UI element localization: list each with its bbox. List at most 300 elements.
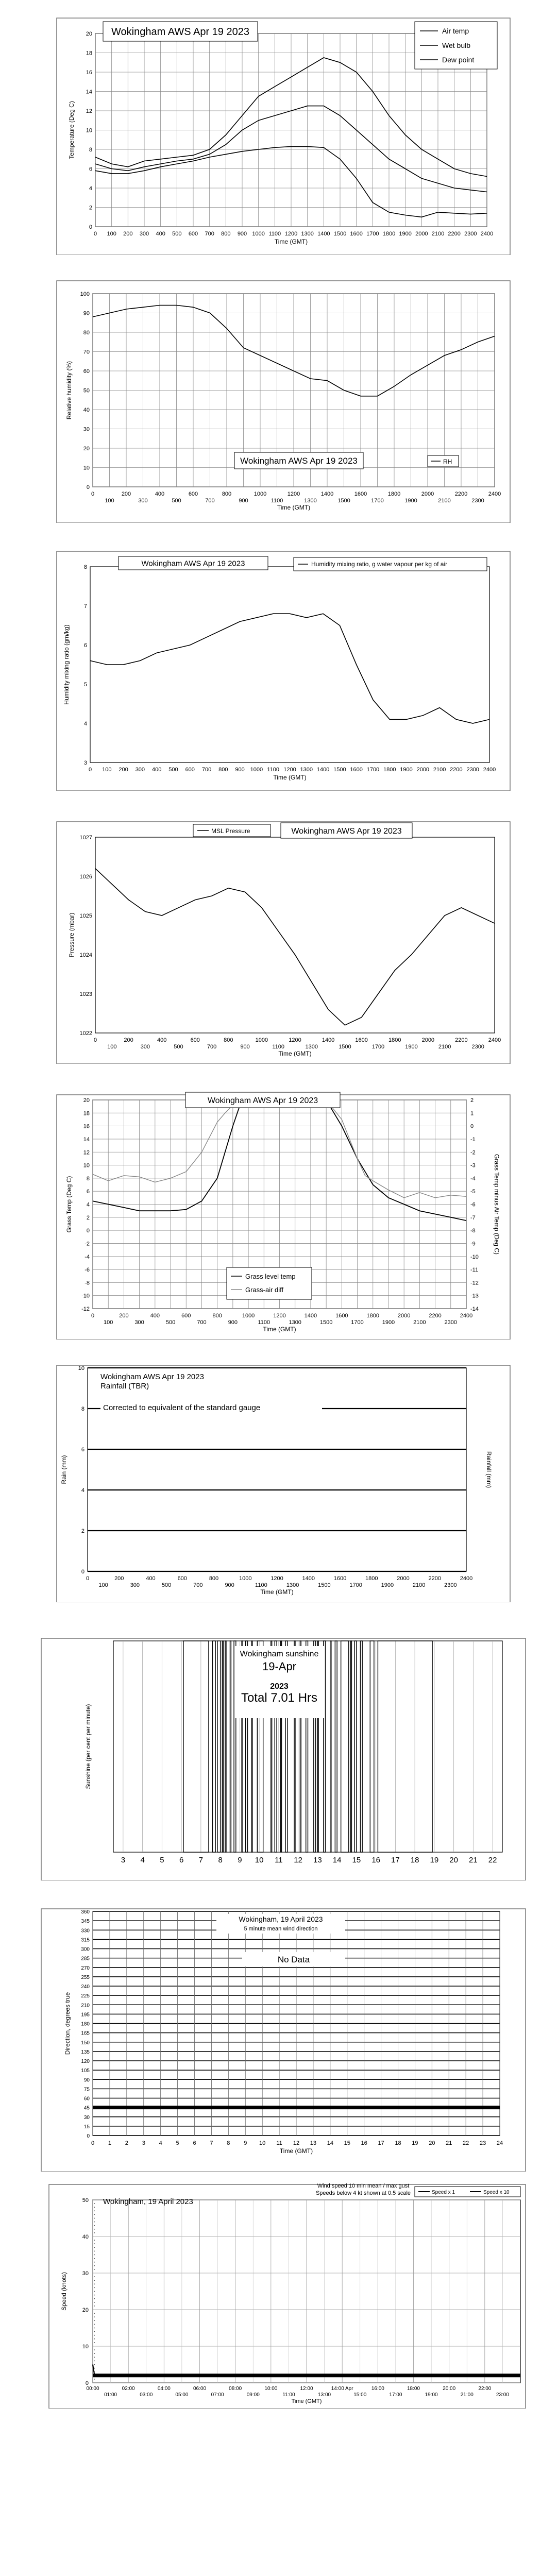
y-tick-label: 8	[81, 1406, 84, 1412]
y-tick-label: 14	[83, 1136, 90, 1143]
x-tick-label: 08:00	[229, 2386, 242, 2392]
y-tick-label: 10	[83, 1162, 90, 1169]
x-tick-label: 4	[140, 1856, 145, 1865]
y-tick-label: 20	[86, 31, 92, 37]
y-tick-label: 60	[83, 368, 90, 375]
y-tick-label: 8	[86, 1175, 90, 1182]
x-tick-label: 12	[293, 2140, 300, 2146]
y-minor-tick	[94, 2335, 95, 2336]
y-tick-label: 240	[81, 1984, 90, 1990]
y-tick-label: -10	[81, 1293, 90, 1299]
x-tick-label: 19:00	[425, 2392, 438, 2398]
y-right-tick-label: -14	[470, 1306, 479, 1312]
y-right-tick-label: -9	[470, 1241, 476, 1247]
x-tick-label: 00:00	[86, 2386, 99, 2392]
chart-annotation: No Data	[277, 1955, 310, 1964]
y-axis-label: Rain (mm)	[60, 1455, 67, 1484]
y-tick-label: 6	[81, 1447, 84, 1453]
y-right-tick-label: 0	[470, 1123, 474, 1130]
y-tick-label: 105	[81, 2068, 90, 2074]
y-tick-label: 150	[81, 2040, 90, 2046]
y-tick-label: 1024	[79, 952, 92, 958]
x-tick-label: 1400	[302, 1575, 315, 1582]
legend-label: RH	[443, 458, 452, 465]
x-tick-label: 1000	[255, 1037, 268, 1043]
y-minor-tick	[94, 2262, 95, 2263]
x-tick-label: 20	[429, 2140, 435, 2146]
legend-label: Humidity mixing ratio, g water vapour per kg of air	[311, 561, 448, 568]
x-tick-label: 22	[488, 1856, 497, 1865]
y-minor-tick	[94, 2298, 95, 2299]
x-tick-label: 1300	[305, 1044, 318, 1050]
y-tick-label: -6	[84, 1267, 90, 1274]
x-tick-label: 400	[150, 1313, 160, 1319]
x-tick-label: 1500	[319, 1319, 333, 1326]
y-minor-tick	[94, 2291, 95, 2292]
y-tick-label: 90	[83, 2077, 90, 2083]
x-tick-label: 2200	[428, 1575, 441, 1582]
y-tick-label: 0	[86, 1228, 90, 1234]
y-minor-tick	[94, 2210, 95, 2211]
x-tick-label: 1500	[333, 231, 347, 237]
y-minor-tick	[94, 2364, 95, 2365]
x-axis-label: Time (GMT)	[260, 1588, 294, 1596]
x-tick-label: 2400	[483, 767, 496, 773]
x-tick-label: 1600	[355, 1037, 368, 1043]
y-tick-label: 330	[81, 1928, 90, 1934]
x-tick-label: 16:00	[371, 2386, 384, 2392]
y-tick-label: 4	[89, 185, 92, 192]
y-tick-label: 20	[83, 1097, 90, 1104]
x-tick-label: 16	[361, 2140, 367, 2146]
y-tick-label: 0	[81, 1569, 84, 1575]
x-tick-label: 23	[479, 2140, 486, 2146]
x-tick-label: 100	[107, 1044, 117, 1050]
y-right-tick-label: -8	[470, 1228, 476, 1234]
x-tick-label: 300	[140, 1044, 150, 1050]
x-tick-label: 700	[205, 231, 214, 237]
x-tick-label: 500	[165, 1319, 176, 1326]
x-tick-label: 100	[105, 498, 114, 504]
x-tick-label: 9	[244, 2140, 247, 2146]
chart-total: Total 7.01 Hrs	[241, 1691, 318, 1705]
legend-label: Speed x 10	[483, 2190, 510, 2195]
x-tick-label: 1200	[270, 1575, 283, 1582]
y-tick-label: 20	[82, 2307, 89, 2313]
x-tick-label: 2000	[421, 1037, 435, 1043]
y-tick-label: 60	[83, 2096, 90, 2102]
chart-title: Wokingham AWS Apr 19 2023	[240, 456, 358, 466]
x-tick-label: 18	[395, 2140, 401, 2146]
y-axis-label: Sunshine (per cent per minute)	[84, 1704, 92, 1789]
x-axis-label: Time (GMT)	[273, 774, 307, 781]
y-minor-tick	[94, 2320, 95, 2321]
x-tick-label: 1600	[350, 231, 363, 237]
x-tick-label: 14	[327, 2140, 333, 2146]
x-tick-label: 0	[93, 1037, 97, 1043]
x-tick-label: 2100	[431, 231, 445, 237]
y-minor-tick	[94, 2361, 95, 2362]
y-right-tick-label: 1	[470, 1110, 474, 1117]
y-tick-label: 50	[82, 2197, 89, 2204]
x-tick-label: 14:00 Apr	[331, 2386, 353, 2392]
x-tick-label: 1500	[333, 767, 346, 773]
y-right-tick-label: -7	[470, 1214, 476, 1221]
x-tick-label: 19	[412, 2140, 418, 2146]
x-tick-label: 2200	[450, 767, 463, 773]
x-tick-label: 900	[239, 498, 248, 504]
x-tick-label: 1700	[366, 767, 380, 773]
y-minor-tick	[94, 2353, 95, 2354]
x-tick-label: 200	[119, 1313, 129, 1319]
y-minor-tick	[94, 2207, 95, 2208]
y-minor-tick	[94, 2313, 95, 2314]
x-tick-label: 2400	[460, 1575, 473, 1582]
x-tick-label: 1400	[316, 767, 330, 773]
x-tick-label: 700	[207, 1044, 217, 1050]
x-tick-label: 1600	[350, 767, 363, 773]
x-tick-label: 2000	[416, 767, 430, 773]
chart-title: Wokingham AWS Apr 19 2023	[111, 26, 249, 38]
x-tick-label: 02:00	[122, 2386, 135, 2392]
y-tick-label: 12	[86, 108, 92, 114]
y-minor-tick	[94, 2349, 95, 2350]
x-tick-label: 20:00	[443, 2386, 456, 2392]
x-tick-label: 21:00	[460, 2392, 474, 2398]
y-right-tick-label: -12	[470, 1280, 479, 1286]
y-minor-tick	[94, 2328, 95, 2329]
y-tick-label: 0	[89, 224, 92, 230]
x-tick-label: 15	[344, 2140, 350, 2146]
y-tick-label: 80	[83, 330, 90, 336]
x-tick-label: 1100	[270, 498, 283, 504]
y-tick-label: -2	[84, 1241, 90, 1247]
x-tick-label: 11	[276, 2140, 282, 2146]
x-tick-label: 2000	[397, 1575, 410, 1582]
x-tick-label: 21	[446, 2140, 452, 2146]
x-tick-label: 300	[134, 1319, 144, 1326]
y-minor-tick	[94, 2283, 95, 2284]
x-tick-label: 700	[201, 767, 212, 773]
mixing-ratio-panel	[0, 546, 541, 791]
y-right-tick-label: -13	[470, 1293, 479, 1299]
rainfall-chart	[0, 1360, 541, 1602]
y-tick-label: 30	[83, 2114, 90, 2121]
x-tick-label: 11	[275, 1856, 283, 1865]
y-minor-tick	[94, 2222, 95, 2223]
x-tick-label: 600	[188, 231, 198, 237]
legend-label: Grass level temp	[245, 1273, 296, 1280]
chart-title: Wokingham, 19 April 2023	[239, 1915, 323, 1923]
x-tick-label: 700	[197, 1319, 207, 1326]
x-tick-label: 2400	[480, 231, 494, 237]
y-minor-tick	[94, 2251, 95, 2252]
y-tick-label: 15	[83, 2124, 90, 2130]
x-tick-label: 300	[138, 498, 148, 504]
x-tick-label: 23:00	[496, 2392, 509, 2398]
wind-direction-chart	[0, 1904, 541, 2172]
x-tick-label: 1	[108, 2140, 111, 2146]
x-tick-label: 500	[174, 1044, 183, 1050]
y-minor-tick	[94, 2316, 95, 2317]
x-tick-label: 5	[176, 2140, 179, 2146]
x-tick-label: 18:00	[407, 2386, 420, 2392]
chart-title: Wokingham sunshine	[240, 1650, 319, 1658]
x-tick-label: 6	[179, 1856, 184, 1865]
sunshine-panel	[0, 1633, 541, 1880]
sunshine-chart	[0, 1633, 541, 1880]
x-tick-label: 7	[210, 2140, 213, 2146]
x-tick-label: 1300	[289, 1319, 301, 1326]
chart-subtitle: 5 minute mean wind direction	[244, 1926, 318, 1932]
x-axis-label: Time (GMT)	[279, 2147, 313, 2155]
y-tick-label: 7	[83, 603, 87, 609]
y-tick-label: 40	[82, 2234, 89, 2240]
x-tick-label: 1400	[317, 231, 330, 237]
x-tick-label: 900	[228, 1319, 238, 1326]
x-tick-label: 1900	[400, 767, 413, 773]
x-tick-label: 2100	[438, 498, 451, 504]
x-tick-label: 900	[225, 1582, 234, 1588]
temperature-panel	[0, 10, 541, 255]
x-tick-label: 1900	[381, 1582, 394, 1588]
x-tick-label: 8	[218, 1856, 223, 1865]
y-minor-tick	[94, 2357, 95, 2358]
x-tick-label: 1300	[301, 231, 314, 237]
chart-subtitle: Rainfall (TBR)	[100, 1382, 149, 1391]
y-minor-tick	[94, 2269, 95, 2270]
x-tick-label: 14	[332, 1856, 342, 1865]
x-tick-label: 0	[91, 491, 95, 497]
x-tick-label: 2000	[397, 1313, 411, 1319]
y-minor-tick	[94, 2379, 95, 2380]
x-tick-label: 1800	[383, 767, 396, 773]
y-tick-label: 45	[83, 2105, 90, 2111]
x-tick-label: 500	[172, 498, 181, 504]
x-tick-label: 2300	[464, 231, 477, 237]
x-tick-label: 900	[237, 231, 247, 237]
y-minor-tick	[94, 2331, 95, 2332]
y-axis-label: Pressure (mbar)	[68, 912, 75, 958]
y-tick-label: 6	[89, 166, 92, 173]
x-tick-label: 22	[463, 2140, 469, 2146]
x-tick-label: 1700	[371, 1044, 385, 1050]
legend-label: MSL Pressure	[211, 827, 250, 835]
y-tick-label: 75	[83, 2087, 90, 2093]
plot-area	[90, 567, 489, 762]
x-tick-label: 1800	[365, 1575, 378, 1582]
x-tick-label: 900	[240, 1044, 250, 1050]
x-tick-label: 0	[91, 2140, 95, 2146]
x-tick-label: 0	[88, 767, 92, 773]
y-tick-label: 5	[83, 682, 87, 688]
y-tick-label: 0	[87, 2133, 90, 2139]
y-tick-label: 10	[86, 127, 92, 134]
y-tick-label: 16	[83, 1123, 90, 1130]
y-tick-label: 1023	[79, 991, 92, 997]
x-tick-label: 1700	[366, 231, 379, 237]
x-tick-label: 2	[125, 2140, 128, 2146]
humidity-panel	[0, 276, 541, 523]
y-tick-label: 345	[81, 1919, 90, 1925]
x-tick-label: 09:00	[246, 2392, 260, 2398]
x-tick-label: 0	[93, 231, 97, 237]
x-tick-label: 2100	[412, 1582, 426, 1588]
x-tick-label: 04:00	[157, 2386, 171, 2392]
y-minor-tick	[94, 2214, 95, 2215]
x-tick-label: 8	[227, 2140, 230, 2146]
y-right-tick-label: -11	[470, 1267, 479, 1274]
x-tick-label: 3	[142, 2140, 145, 2146]
x-tick-label: 1000	[242, 1313, 255, 1319]
x-tick-label: 17	[378, 2140, 384, 2146]
legend-label: Speed x 1	[432, 2190, 455, 2195]
y-minor-tick	[94, 2295, 95, 2296]
x-tick-label: 5	[160, 1856, 164, 1865]
x-tick-label: 2200	[448, 231, 461, 237]
y-minor-tick	[94, 2287, 95, 2289]
x-tick-label: 2400	[460, 1313, 473, 1319]
y-tick-label: 165	[81, 2030, 90, 2037]
legend-label: Grass-air diff	[245, 1286, 284, 1294]
y-tick-label: 18	[83, 1110, 90, 1117]
x-tick-label: 20	[449, 1856, 458, 1865]
x-tick-label: 1300	[304, 498, 317, 504]
mixing-ratio-chart	[0, 546, 541, 791]
y-tick-label: 14	[86, 89, 92, 95]
x-axis-label: Time (GMT)	[277, 504, 311, 511]
y-tick-label: 210	[81, 2003, 90, 2009]
y-minor-tick	[94, 2247, 95, 2248]
x-tick-label: 13:00	[318, 2392, 331, 2398]
y-tick-label: 270	[81, 1965, 90, 1971]
x-tick-label: 1300	[286, 1582, 299, 1588]
pressure-chart	[0, 817, 541, 1064]
chart-date: 19-Apr	[262, 1660, 297, 1673]
temperature-chart	[0, 10, 541, 255]
legend-label: Air temp	[442, 27, 469, 35]
y-minor-tick	[94, 2276, 95, 2277]
y-tick-label: 180	[81, 2021, 90, 2027]
y-tick-label: 16	[86, 70, 92, 76]
y-tick-label: 135	[81, 2049, 90, 2055]
x-tick-label: 2100	[413, 1319, 426, 1326]
x-tick-label: 21	[469, 1856, 478, 1865]
humidity-chart	[0, 276, 541, 523]
chart-annotation: Corrected to equivalent of the standard gauge	[103, 1403, 261, 1412]
x-tick-label: 1200	[289, 1037, 301, 1043]
x-tick-label: 2100	[433, 767, 446, 773]
y-tick-label: 300	[81, 1946, 90, 1953]
y-minor-tick	[94, 2229, 95, 2230]
x-tick-label: 200	[121, 491, 131, 497]
x-tick-label: 05:00	[175, 2392, 189, 2398]
x-tick-label: 1900	[405, 1044, 418, 1050]
x-tick-label: 1000	[253, 491, 267, 497]
y-tick-label: 225	[81, 1993, 90, 1999]
x-tick-label: 07:00	[211, 2392, 224, 2398]
y-tick-label: 90	[83, 310, 90, 317]
x-tick-label: 2200	[454, 491, 468, 497]
y-tick-label: 12	[83, 1149, 90, 1156]
y-right-tick-label: -2	[470, 1149, 476, 1156]
x-tick-label: 2300	[466, 767, 479, 773]
x-tick-label: 1100	[255, 1582, 267, 1588]
x-axis-label: Time (GMT)	[263, 1326, 296, 1333]
x-tick-label: 1500	[339, 1044, 351, 1050]
y-tick-label: 2	[89, 205, 92, 211]
y-tick-label: 0	[86, 484, 90, 490]
y-right-axis-label: Rainfall (mm)	[485, 1451, 493, 1488]
y-tick-label: 1025	[79, 913, 92, 919]
y-tick-label: -4	[84, 1253, 90, 1260]
y-tick-label: 3	[83, 760, 87, 766]
x-tick-label: 15	[352, 1856, 361, 1865]
x-tick-label: 1600	[335, 1313, 348, 1319]
y-tick-label: 315	[81, 1937, 90, 1943]
x-tick-label: 11:00	[282, 2392, 295, 2398]
x-tick-label: 18	[410, 1856, 419, 1865]
x-tick-label: 800	[224, 1037, 233, 1043]
x-tick-label: 100	[104, 1319, 113, 1326]
x-tick-label: 1000	[252, 231, 265, 237]
y-tick-label: 195	[81, 2012, 90, 2018]
x-tick-label: 1500	[318, 1582, 331, 1588]
y-tick-label: 4	[86, 1201, 90, 1208]
x-tick-label: 12:00	[300, 2386, 313, 2392]
y-tick-label: 10	[83, 465, 90, 471]
grass-temp-chart	[0, 1090, 541, 1340]
y-minor-tick	[94, 2203, 95, 2204]
x-tick-label: 0	[86, 1575, 90, 1582]
y-tick-label: 255	[81, 1974, 90, 1980]
x-tick-label: 1600	[333, 1575, 347, 1582]
x-tick-label: 2400	[488, 1037, 501, 1043]
x-tick-label: 1600	[354, 491, 367, 497]
x-tick-label: 1400	[322, 1037, 335, 1043]
y-minor-tick	[94, 2280, 95, 2281]
x-tick-label: 200	[123, 231, 133, 237]
y-minor-tick	[94, 2243, 95, 2244]
x-tick-label: 500	[168, 767, 178, 773]
y-tick-label: 18	[86, 50, 92, 57]
wind-speed-chart	[0, 2179, 541, 2409]
y-tick-label: 4	[81, 1487, 84, 1494]
x-tick-label: 400	[157, 1037, 167, 1043]
x-tick-label: 1900	[404, 498, 417, 504]
y-tick-label: 2	[81, 1528, 84, 1534]
x-tick-label: 15:00	[353, 2392, 367, 2398]
x-tick-label: 1100	[268, 231, 281, 237]
x-tick-label: 13	[313, 1856, 322, 1865]
x-tick-label: 400	[155, 491, 165, 497]
x-tick-label: 2300	[444, 1319, 458, 1326]
x-tick-label: 19	[430, 1856, 439, 1865]
x-tick-label: 4	[159, 2140, 162, 2146]
x-tick-label: 1100	[258, 1319, 270, 1326]
x-tick-label: 400	[156, 231, 165, 237]
x-tick-label: 800	[212, 1313, 222, 1319]
x-tick-label: 6	[193, 2140, 196, 2146]
x-tick-label: 13	[310, 2140, 317, 2146]
y-tick-label: 2	[86, 1214, 90, 1221]
x-tick-label: 17:00	[389, 2392, 402, 2398]
x-tick-label: 1800	[382, 231, 396, 237]
y-tick-label: 100	[80, 291, 90, 297]
x-tick-label: 1500	[337, 498, 350, 504]
legend-label: Wet bulb	[442, 41, 470, 49]
x-tick-label: 600	[181, 1313, 191, 1319]
